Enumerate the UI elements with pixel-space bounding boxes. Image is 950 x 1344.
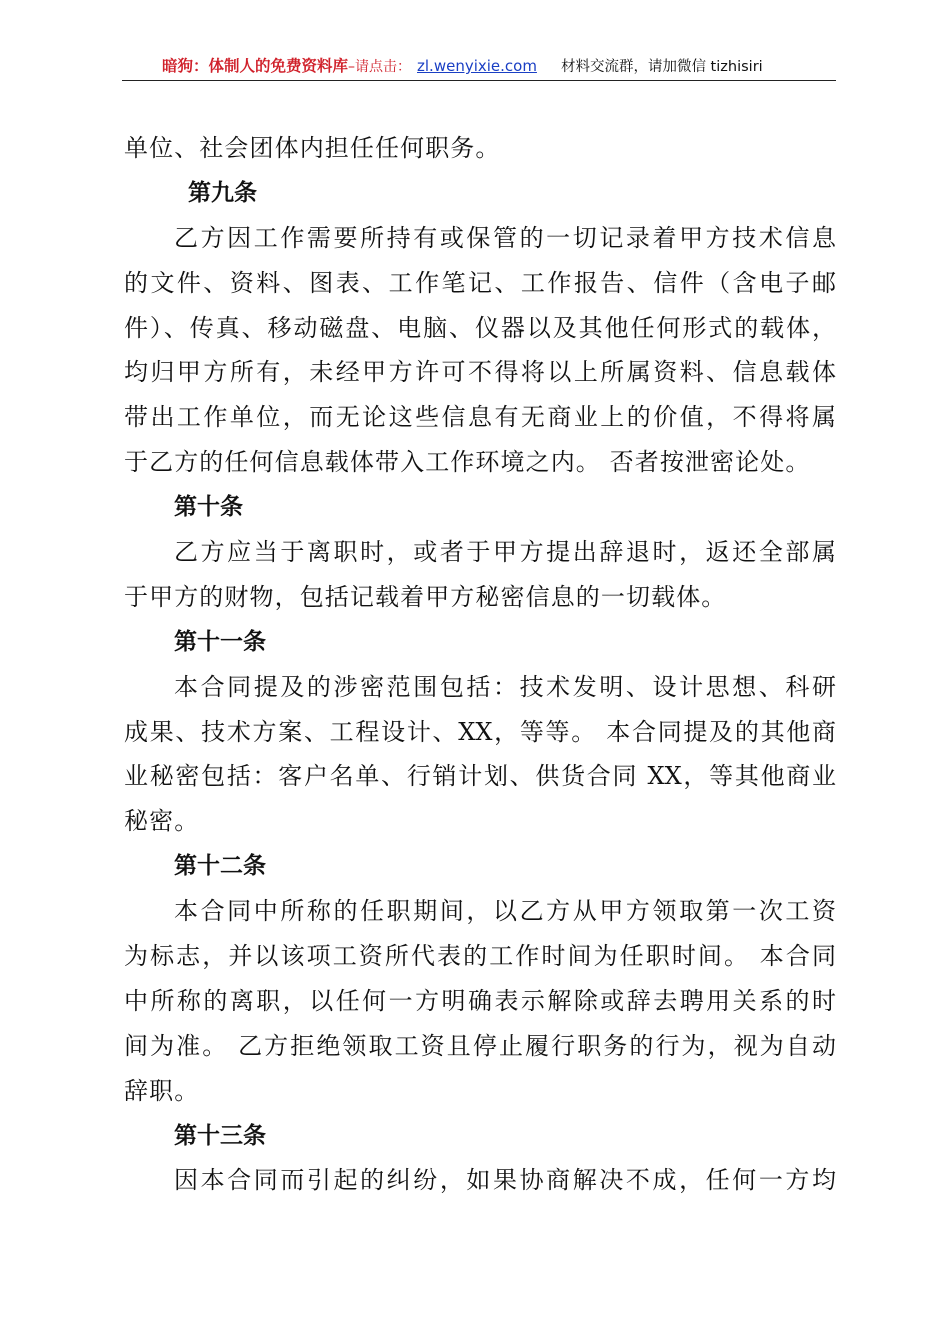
paragraph-line: 中所称的离职，以任何一方明确表示解除或辞去聘用关系的时 [124, 986, 836, 1015]
paragraph-line: 带出工作单位，而无论这些信息有无商业上的价值，不得将属 [124, 403, 836, 432]
header-wechat-note: 材料交流群，请加微信 tizhisiri [560, 59, 763, 75]
article-heading: 第十一条 [174, 628, 266, 655]
paragraph-line: 为标志，并以该项工资所代表的工作时间为任职时间。 本合同 [124, 942, 836, 971]
paragraph-line: 乙方因工作需要所持有或保管的一切记录着甲方技术信息 [174, 223, 836, 252]
paragraph-line: 乙方应当于离职时，或者于甲方提出辞退时，返还全部属 [174, 538, 836, 567]
paragraph-line: 辞职。 [124, 1076, 200, 1105]
page-header [122, 56, 836, 81]
paragraph-line: 单位、社会团体内担任任何职务。 [124, 134, 501, 162]
article-heading: 第十三条 [174, 1122, 266, 1149]
paragraph-line: 因本合同而引起的纠纷，如果协商解决不成，任何一方均 [174, 1166, 836, 1195]
paragraph-line: 件）、传真、移动磁盘、电脑、仪器以及其他任何形式的载体， [124, 313, 836, 342]
document-body [124, 126, 836, 1203]
paragraph-line: 间为准。 乙方拒绝领取工资且停止履行职务的行为，视为自动 [124, 1031, 836, 1060]
article-heading: 第十二条 [174, 853, 266, 880]
paragraph-line: 的文件、资料、图表、工作笔记、工作报告、信件（含电子邮 [124, 268, 836, 297]
header-promo-text: 暗狗：体制人的免费资料库 [162, 57, 349, 75]
article-heading: 第十条 [174, 494, 243, 521]
article-heading: 第九条 [188, 179, 257, 206]
paragraph-line: 于乙方的任何信息载体带入工作环境之内。 否者按泄密论处。 [124, 448, 811, 477]
paragraph-line: 秘密。 [124, 807, 200, 836]
header-link[interactable]: zl.wenyixie.com [417, 57, 537, 75]
paragraph-line: 于甲方的财物，包括记载着甲方秘密信息的一切载体。 [124, 582, 727, 611]
paragraph-line: 本合同提及的涉密范围包括：技术发明、设计思想、科研 [174, 672, 836, 701]
header-click-prompt: –请点击： [348, 59, 412, 75]
paragraph-line: 本合同中所称的任职期间，以乙方从甲方领取第一次工资 [174, 897, 836, 926]
paragraph-line: 业秘密包括：客户名单、行销计划、供货合同 XX，等其他商业 [124, 762, 836, 791]
paragraph-line: 均归甲方所有，未经甲方许可不得将以上所属资料、信息载体 [124, 358, 836, 387]
paragraph-line: 成果、技术方案、工程设计、XX，等等。 本合同提及的其他商 [124, 717, 836, 746]
